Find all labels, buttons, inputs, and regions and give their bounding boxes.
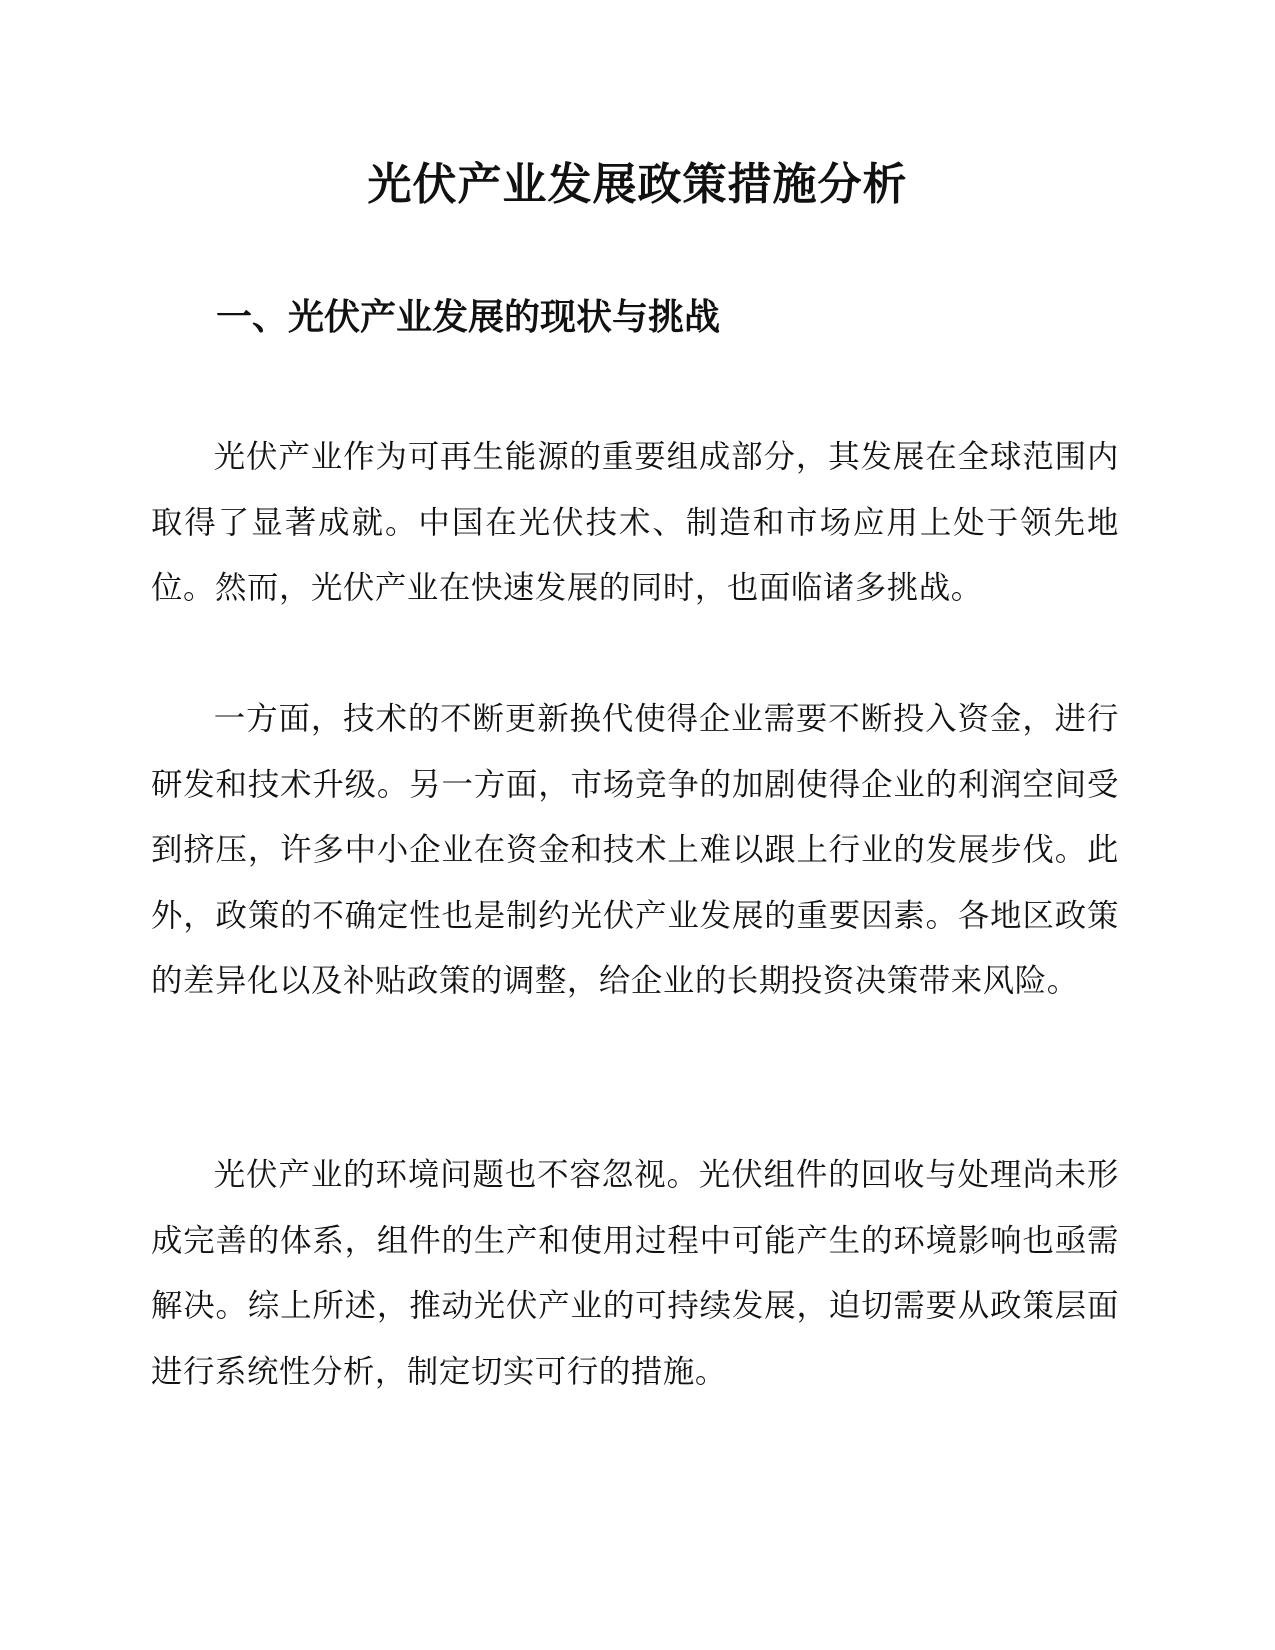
body-paragraph: 一方面，技术的不断更新换代使得企业需要不断投入资金，进行研发和技术升级。另一方面，市场竞争的加剧使得企业的利润空间受到挤压，许多中小企业在资金和技术上难以跟上行业的发展步伐。此外，政策的不确定性也是制约光伏产业发展的重要因素。各地区政策的差异化以及补贴政策的调整，给企业的长期投资决策带来风险。: [151, 701, 1119, 999]
body-paragraph: 光伏产业的环境问题也不容忽视。光伏组件的回收与处理尚未形成完善的体系，组件的生产和使用过程中可能产生的环境影响也亟需解决。综上所述，推动光伏产业的可持续发展，迫切需要从政策层面进行系统性分析，制定切实可行的措施。: [151, 1157, 1119, 1390]
document-title: 光伏产业发展政策措施分析: [367, 159, 908, 210]
body-paragraph: 光伏产业作为可再生能源的重要组成部分，其发展在全球范围内取得了显著成就。中国在光伏技术、制造和市场应用上处于领先地位。然而，光伏产业在快速发展的同时，也面临诸多挑战。: [151, 439, 1119, 606]
section-heading: 一、光伏产业发展的现状与挑战: [216, 297, 721, 338]
